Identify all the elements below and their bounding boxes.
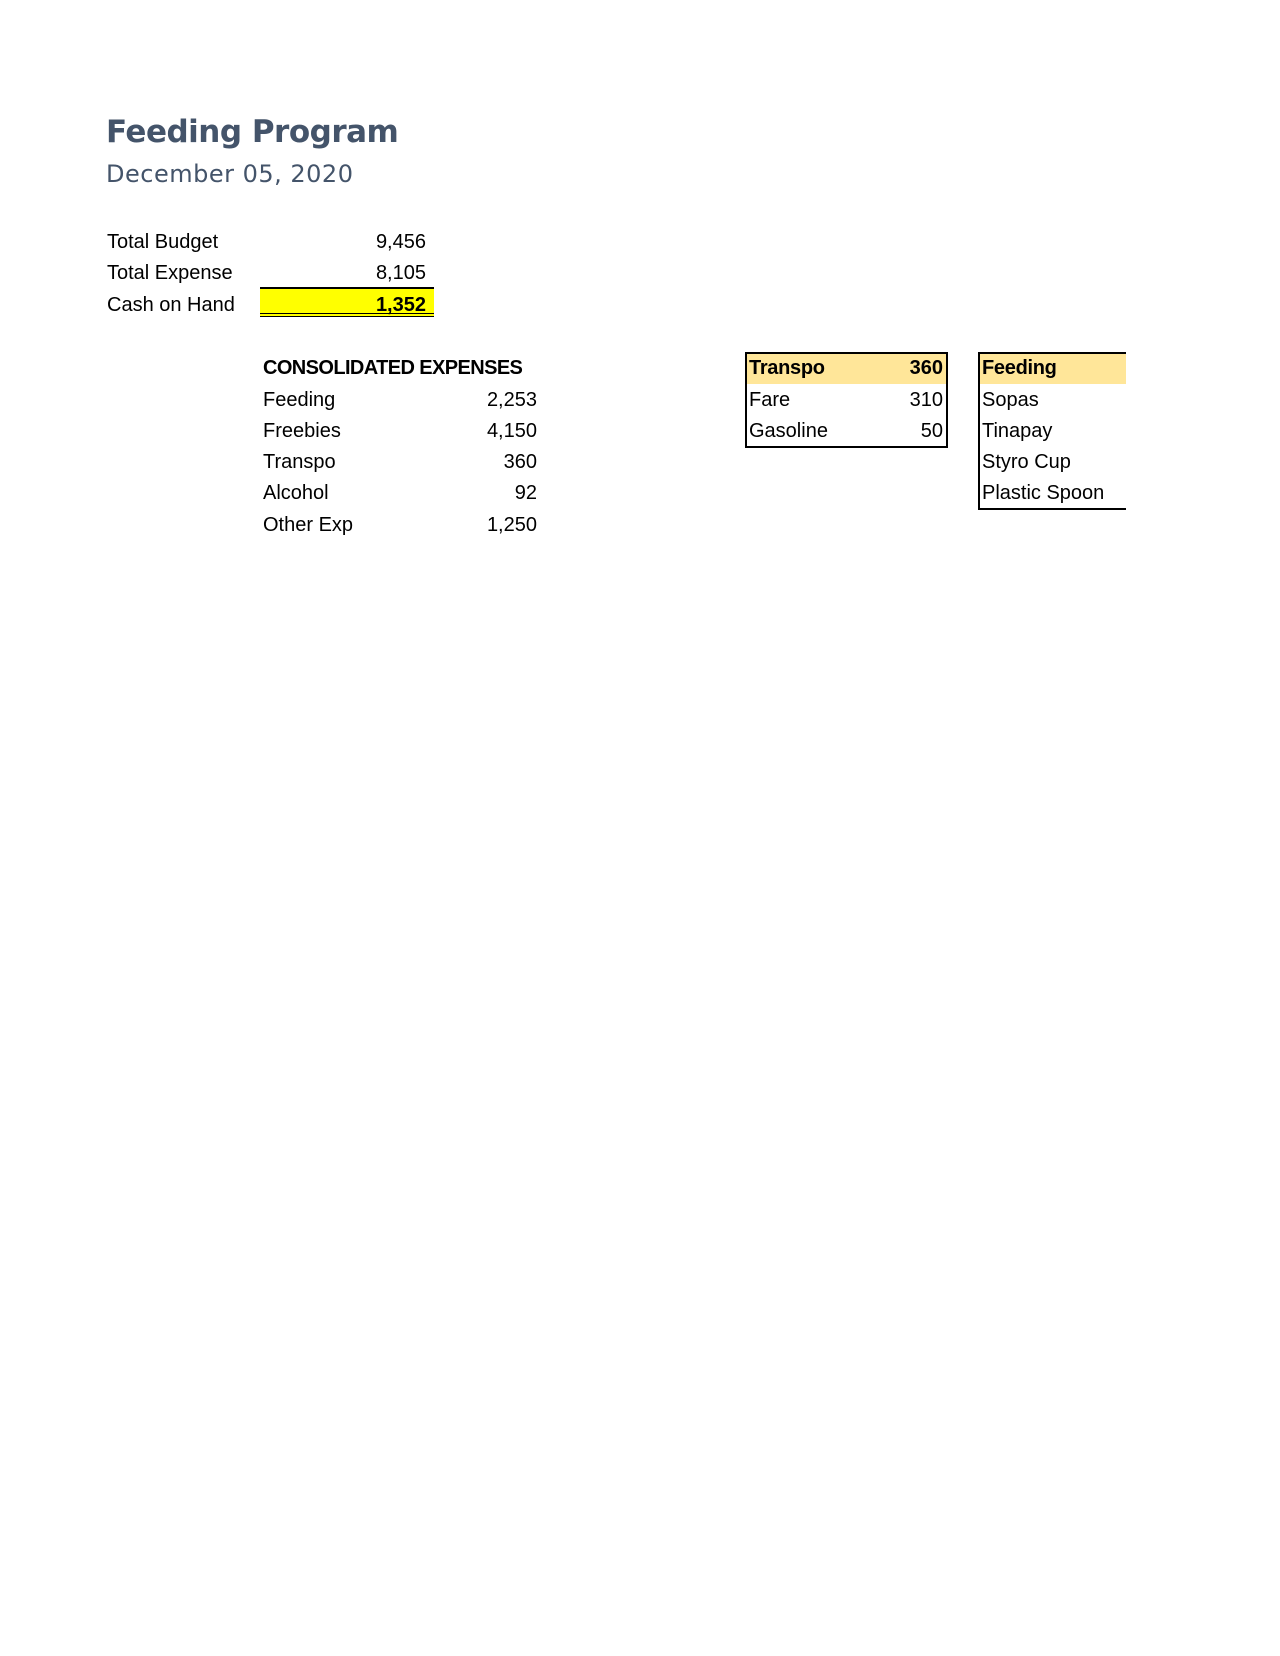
consolidated-row-label: Alcohol xyxy=(263,482,329,504)
page-title: Feeding Program xyxy=(106,114,399,150)
consolidated-row-label: Transpo xyxy=(263,451,336,473)
consolidated-row-value: 2,253 xyxy=(486,389,537,411)
feeding-heading: Feeding xyxy=(982,357,1057,379)
feeding-row-label: Tinapay xyxy=(982,420,1053,442)
consolidated-row-label: Freebies xyxy=(263,420,341,442)
feeding-row-label: Sopas xyxy=(982,389,1039,411)
consolidated-row-value: 360 xyxy=(503,451,537,473)
consolidated-heading: CONSOLIDATED EXPENSES xyxy=(263,357,523,379)
cash-on-hand-label: Cash on Hand xyxy=(107,294,235,316)
transpo-heading: Transpo xyxy=(749,357,825,379)
consolidated-row-label: Other Exp xyxy=(263,514,354,536)
transpo-row-label: Gasoline xyxy=(749,420,828,442)
consolidated-row-value: 92 xyxy=(514,482,537,504)
consolidated-row-label: Feeding xyxy=(263,389,336,411)
consolidated-row-value: 1,250 xyxy=(486,514,537,536)
transpo-total: 360 xyxy=(909,357,943,379)
transpo-row-value: 310 xyxy=(909,389,943,411)
total-budget-value: 9,456 xyxy=(375,231,426,253)
cash-on-hand-value: 1,352 xyxy=(375,294,426,316)
total-expense-value: 8,105 xyxy=(375,262,426,284)
transpo-row-value: 50 xyxy=(920,420,943,442)
total-budget-label: Total Budget xyxy=(107,231,219,253)
total-expense-label: Total Expense xyxy=(107,262,233,284)
consolidated-row-value: 4,150 xyxy=(486,420,537,442)
feeding-row-label: Plastic Spoon xyxy=(982,482,1105,504)
report-date: December 05, 2020 xyxy=(106,160,354,188)
transpo-row-label: Fare xyxy=(749,389,791,411)
feeding-row-label: Styro Cup xyxy=(982,451,1071,473)
